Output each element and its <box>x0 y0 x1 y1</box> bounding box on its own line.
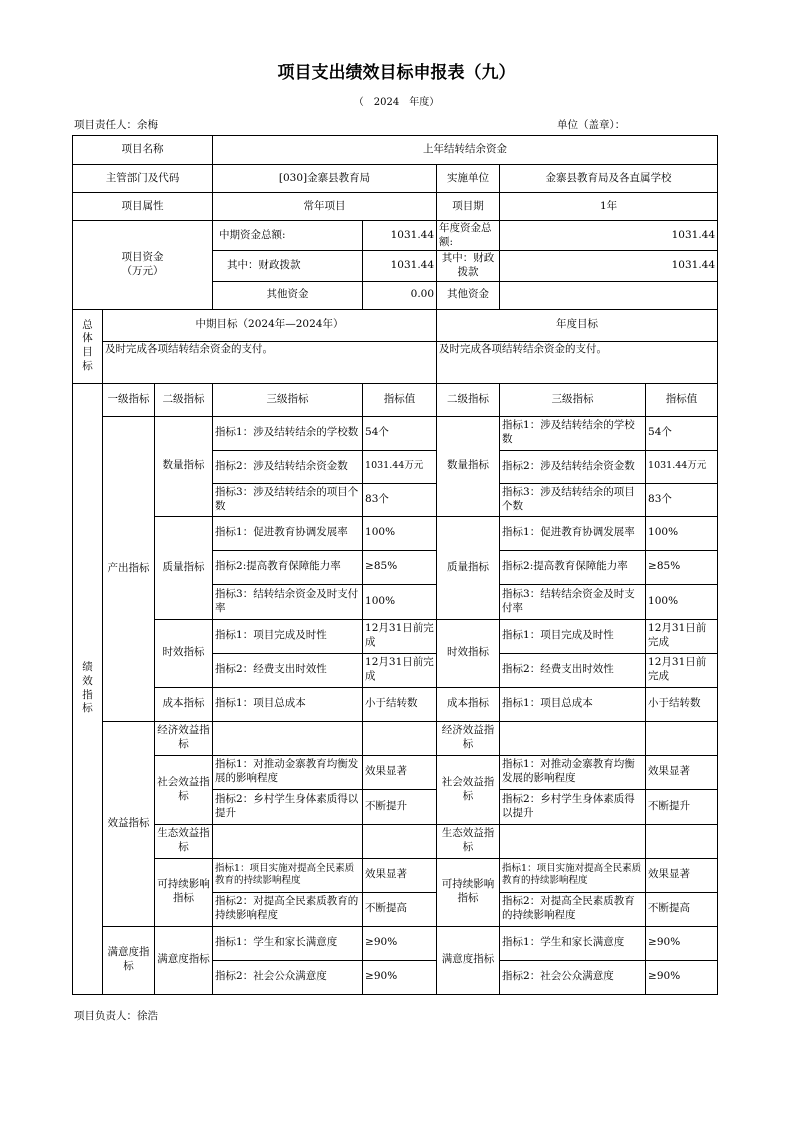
table-row <box>73 516 718 550</box>
fund-label: 项目资金 （万元） <box>73 221 213 310</box>
value-cell: ≥90% <box>363 926 437 960</box>
table-row <box>73 858 718 892</box>
l3-cell <box>213 721 363 755</box>
unit-seal: 单位（盖章）： <box>557 119 626 131</box>
mid-fin-label: 其中：财政拨款 <box>213 251 363 281</box>
row-dept <box>73 165 718 193</box>
value-cell-year: 不断提高 <box>646 892 718 926</box>
goals-label: 总 体 目 标 <box>73 309 103 383</box>
value-cell: 不断提升 <box>363 789 437 824</box>
value-cell-year <box>646 824 718 858</box>
satis2-label-year: 满意度指标 <box>437 926 500 994</box>
year-other-label: 其他资金 <box>437 281 500 309</box>
sust-label: 可持续影响指标 <box>155 858 213 926</box>
value-cell-year: 小于结转数 <box>646 687 718 721</box>
eco-label-year: 生态效益指标 <box>437 824 500 858</box>
effect-label: 效益指标 <box>103 721 155 926</box>
mid-fin-value: 1031.44 <box>363 251 437 281</box>
mid-other-value: 0.00 <box>363 281 437 309</box>
dept-value: [030]金寨县教育局 <box>213 165 437 193</box>
performance-table <box>72 135 718 995</box>
value-cell-year: 效果显著 <box>646 858 718 892</box>
mid-total-label: 中期资金总额: <box>213 221 363 251</box>
l3-cell-year: 指标2：经费支出时效性 <box>500 653 646 687</box>
impl-value: 金寨县教育局及各直属学校 <box>500 165 718 193</box>
perf-label: 绩 效 指 标 <box>73 383 103 994</box>
row-project-name <box>73 136 718 165</box>
l3-cell-year: 指标3：结转结余资金及时支付率 <box>500 584 646 619</box>
l3-cell: 指标2：对提高全民素质教育的持续影响程度 <box>213 892 363 926</box>
l3-cell: 指标2：乡村学生身体素质得以提升 <box>213 789 363 824</box>
table-row <box>73 687 718 721</box>
row-fund-total <box>73 221 718 251</box>
value-cell: 1031.44万元 <box>363 450 437 483</box>
l3-cell: 指标2：涉及结转结余资金数 <box>213 450 363 483</box>
value-cell-year: 1031.44万元 <box>646 450 718 483</box>
year-fin-value: 1031.44 <box>500 251 718 281</box>
year-fin-label: 其中：财政拨款 <box>437 251 500 281</box>
value-cell: 效果显著 <box>363 858 437 892</box>
row-perf-header <box>73 383 718 416</box>
time-label-year: 时效指标 <box>437 619 500 687</box>
mid-goal-header: 中期目标（2024年—2024年） <box>103 309 437 341</box>
l3-cell <box>213 824 363 858</box>
year-goal-text: 及时完成各项结转结余资金的支付。 <box>437 341 718 383</box>
table-row <box>73 721 718 755</box>
table-row <box>73 416 718 450</box>
l3-cell: 指标1：项目总成本 <box>213 687 363 721</box>
value-cell: 12月31日前完成 <box>363 653 437 687</box>
h-level2-year: 二级指标 <box>437 383 500 416</box>
value-cell-year: ≥90% <box>646 960 718 994</box>
row-goal-text <box>73 341 718 383</box>
qual-label: 质量指标 <box>155 516 213 619</box>
h-level1: 一级指标 <box>103 383 155 416</box>
cost-label-year: 成本指标 <box>437 687 500 721</box>
l3-cell-year: 指标2：乡村学生身体素质得以提升 <box>500 789 646 824</box>
l3-cell-year: 指标1：项目实施对提高全民素质教育的持续影响程度 <box>500 858 646 892</box>
attr-label: 项目属性 <box>73 193 213 221</box>
value-cell-year: 12月31日前完成 <box>646 619 718 653</box>
l3-cell: 指标2:提高教育保障能力率 <box>213 550 363 584</box>
output-label: 产出指标 <box>103 416 155 721</box>
h-value-year: 指标值 <box>646 383 718 416</box>
l3-cell-year: 指标1：项目完成及时性 <box>500 619 646 653</box>
year-total-value: 1031.44 <box>500 221 718 251</box>
l3-cell: 指标1：项目实施对提高全民素质教育的持续影响程度 <box>213 858 363 892</box>
value-cell-year: 效果显著 <box>646 755 718 789</box>
value-cell: 83个 <box>363 483 437 516</box>
value-cell-year: 83个 <box>646 483 718 516</box>
attr-value: 常年项目 <box>213 193 437 221</box>
value-cell <box>363 824 437 858</box>
value-cell: 小于结转数 <box>363 687 437 721</box>
sust-label-year: 可持续影响指标 <box>437 858 500 926</box>
mid-goal-text: 及时完成各项结转结余资金的支付。 <box>103 341 437 383</box>
value-cell-year <box>646 721 718 755</box>
value-cell-year: 不断提升 <box>646 789 718 824</box>
qty-label-year: 数量指标 <box>437 416 500 516</box>
row-attr <box>73 193 718 221</box>
l3-cell-year: 指标2：涉及结转结余资金数 <box>500 450 646 483</box>
name-value: 上年结转结余资金 <box>213 136 718 165</box>
l3-cell: 指标2：社会公众满意度 <box>213 960 363 994</box>
qty-label: 数量指标 <box>155 416 213 516</box>
table-row <box>73 824 718 858</box>
time-label: 时效指标 <box>155 619 213 687</box>
l3-cell-year: 指标1：涉及结转结余的学校数 <box>500 416 646 450</box>
l3-cell-year: 指标2：社会公众满意度 <box>500 960 646 994</box>
econ-label: 经济效益指标 <box>155 721 213 755</box>
l3-cell-year: 指标3：涉及结转结余的项目个数 <box>500 483 646 516</box>
cost-label: 成本指标 <box>155 687 213 721</box>
l3-cell-year: 指标1：项目总成本 <box>500 687 646 721</box>
year-total-label: 年度资金总额: <box>437 221 500 251</box>
year-label: （ 2024 年度） <box>353 97 440 108</box>
h-level3-year: 三级指标 <box>500 383 646 416</box>
impl-label: 实施单位 <box>437 165 500 193</box>
qual-label-year: 质量指标 <box>437 516 500 619</box>
value-cell-year: 100% <box>646 584 718 619</box>
year-other-value <box>500 281 718 309</box>
eco-label: 生态效益指标 <box>155 824 213 858</box>
value-cell-year: 12月31日前完成 <box>646 653 718 687</box>
l3-cell: 指标2：经费支出时效性 <box>213 653 363 687</box>
period-value: 1年 <box>500 193 718 221</box>
value-cell: 不断提高 <box>363 892 437 926</box>
mid-total-value: 1031.44 <box>363 221 437 251</box>
l3-cell-year: 指标1：促进教育协调发展率 <box>500 516 646 550</box>
l3-cell: 指标1：对推动金寨教育均衡发展的影响程度 <box>213 755 363 789</box>
mid-other-label: 其他资金 <box>213 281 363 309</box>
project-lead: 项目负责人：徐浩 <box>74 1010 158 1022</box>
social-label-year: 社会效益指标 <box>437 755 500 824</box>
h-level2: 二级指标 <box>155 383 213 416</box>
name-label: 项目名称 <box>73 136 213 165</box>
value-cell: 100% <box>363 584 437 619</box>
value-cell <box>363 721 437 755</box>
value-cell: 54个 <box>363 416 437 450</box>
value-cell-year: ≥90% <box>646 926 718 960</box>
value-cell: 12月31日前完成 <box>363 619 437 653</box>
value-cell: 100% <box>363 516 437 550</box>
dept-label: 主管部门及代码 <box>73 165 213 193</box>
l3-cell: 指标1：促进教育协调发展率 <box>213 516 363 550</box>
econ-label-year: 经济效益指标 <box>437 721 500 755</box>
table-row <box>73 926 718 960</box>
l3-cell-year: 指标2：对提高全民素质教育的持续影响程度 <box>500 892 646 926</box>
table-row <box>73 755 718 789</box>
satis2-label: 满意度指标 <box>155 926 213 994</box>
l3-cell: 指标1：涉及结转结余的学校数 <box>213 416 363 450</box>
l3-cell: 指标3：结转结余资金及时支付率 <box>213 584 363 619</box>
l3-cell: 指标1：项目完成及时性 <box>213 619 363 653</box>
l3-cell: 指标3：涉及结转结余的项目个数 <box>213 483 363 516</box>
responsible-person: 项目责任人：余梅 <box>74 119 158 131</box>
value-cell: 效果显著 <box>363 755 437 789</box>
l3-cell-year <box>500 721 646 755</box>
l3-cell-year <box>500 824 646 858</box>
value-cell-year: 54个 <box>646 416 718 450</box>
value-cell: ≥90% <box>363 960 437 994</box>
row-goal-header <box>73 309 718 341</box>
satis-label: 满意度指标 <box>103 926 155 994</box>
period-label: 项目期 <box>437 193 500 221</box>
l3-cell-year: 指标1：学生和家长满意度 <box>500 926 646 960</box>
l3-cell-year: 指标2:提高教育保障能力率 <box>500 550 646 584</box>
h-value: 指标值 <box>363 383 437 416</box>
value-cell-year: ≥85% <box>646 550 718 584</box>
h-level3: 三级指标 <box>213 383 363 416</box>
table-row <box>73 619 718 653</box>
year-goal-header: 年度目标 <box>437 309 718 341</box>
l3-cell: 指标1：学生和家长满意度 <box>213 926 363 960</box>
l3-cell-year: 指标1：对推动金寨教育均衡发展的影响程度 <box>500 755 646 789</box>
page-title: 项目支出绩效目标申报表（九） <box>277 63 516 83</box>
social-label: 社会效益指标 <box>155 755 213 824</box>
value-cell: ≥85% <box>363 550 437 584</box>
value-cell-year: 100% <box>646 516 718 550</box>
